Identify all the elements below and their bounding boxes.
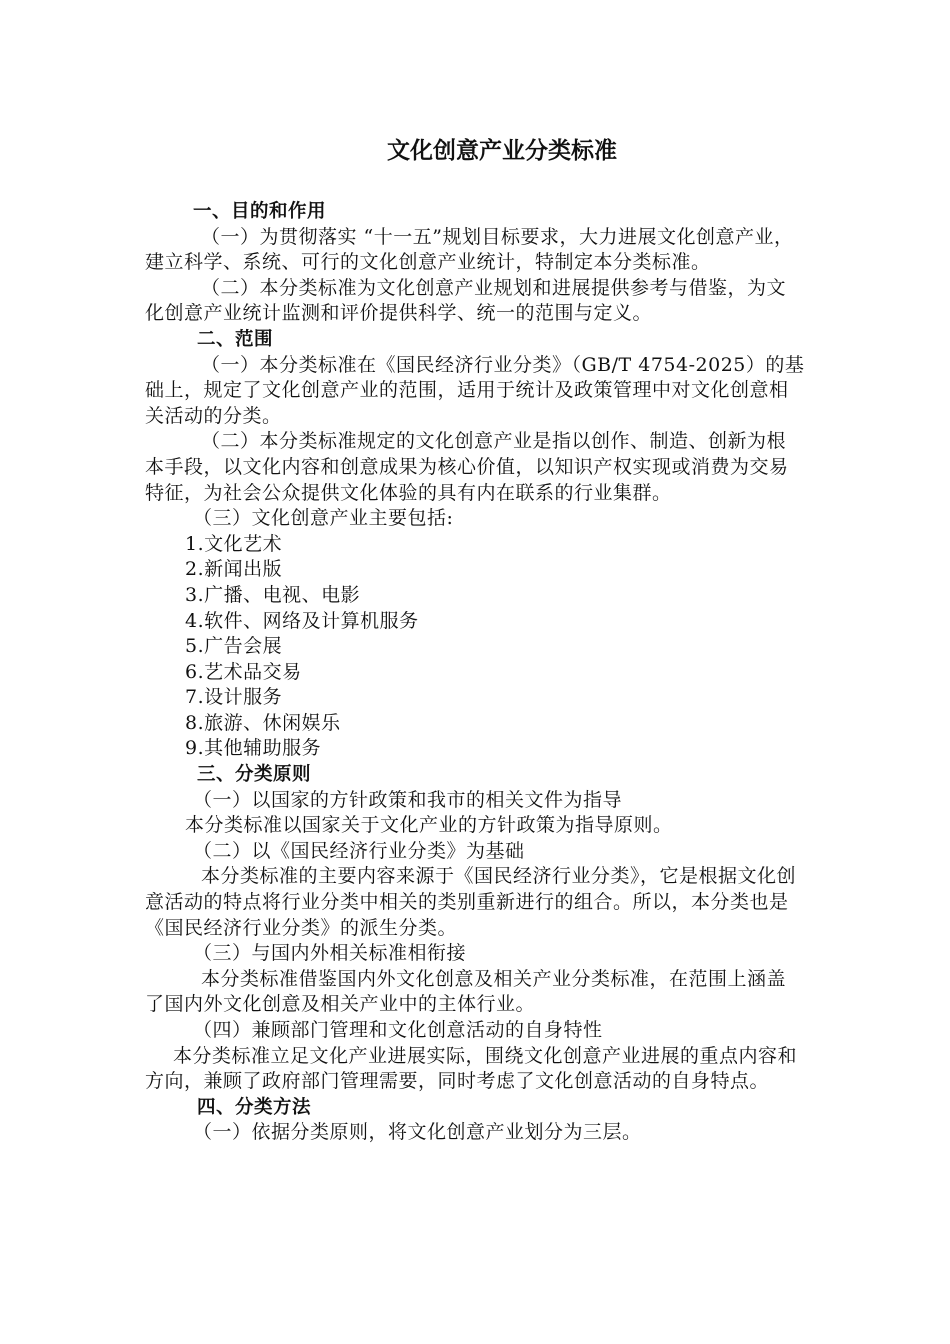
list-item: 5.广告会展 xyxy=(185,635,283,658)
list-item: 2.新闻出版 xyxy=(185,558,283,581)
section-heading-scope: 二、范围 xyxy=(197,328,274,350)
list-item: 4.软件、网络及计算机服务 xyxy=(185,609,419,632)
list-item: 9.其他辅助服务 xyxy=(185,737,322,760)
list-item: 7.设计服务 xyxy=(185,686,283,709)
subsection-title: （四）兼顾部门管理和文化创意活动的自身特性 xyxy=(193,1019,603,1041)
section-heading-principles: 三、分类原则 xyxy=(197,764,312,786)
subsection-title: （一）以国家的方针政策和我市的相关文件为指导 xyxy=(193,788,623,811)
section-heading-purpose: 一、目的和作用 xyxy=(193,201,327,222)
paragraph: 本分类标准以国家关于文化产业的方针政策为指导原则。 xyxy=(185,814,673,837)
document-body xyxy=(145,199,805,1146)
paragraph: （三）文化创意产业主要包括: xyxy=(193,507,454,530)
paragraph: （二）本分类标准规定的文化创意产业是指以创作、制造、创新为根本手段，以文化内容和创意成果为核心价值，以知识产权实现或消费为交易特征，为社会公众提供文化体验的具有内在联系的行业集群。 xyxy=(145,430,789,504)
list-item: 6.艺术品交易 xyxy=(185,660,302,683)
list-item: 3.广播、电视、电影 xyxy=(185,583,361,606)
paragraph: 本分类标准的主要内容来源于《国民经济行业分类》，它是根据文化创意活动的特点将行业分类中相关的类别重新进行的组合。所以，本分类也是《国民经济行业分类》的派生分类。 xyxy=(145,865,797,939)
section-heading-method: 四、分类方法 xyxy=(197,1096,312,1118)
paragraph: 本分类标准立足文化产业进展实际，围绕文化创意产业进展的重点内容和方向，兼顾了政府部门管理需要，同时考虑了文化创意活动的自身特点。 xyxy=(145,1044,798,1093)
paragraph: （二）本分类标准为文化创意产业规划和进展提供参考与借鉴，为文化创意产业统计监测和评价提供科学、统一的范围与定义。 xyxy=(145,276,787,325)
paragraph: 本分类标准借鉴国内外文化创意及相关产业分类标准，在范围上涵盖了国内外文化创意及相关产业中的主体行业。 xyxy=(145,967,787,1016)
paragraph: （一）本分类标准在《国民经济行业分类》（GB/T 4754-2025）的基础上，规定了文化创意产业的范围，适用于统计及政策管理中对文化创意相关活动的分类。 xyxy=(145,353,805,427)
paragraph: （一）为贯彻落实 “十一五”规划目标要求，大力进展文化创意产业，建立科学、系统、可行的文化创意产业统计，特制定本分类标准。 xyxy=(145,225,794,274)
list-item: 1.文化艺术 xyxy=(185,532,283,555)
document-title: 文化创意产业分类标准 xyxy=(387,138,617,164)
list-item: 8.旅游、休闲娱乐 xyxy=(185,711,341,734)
paragraph: （一）依据分类原则，将文化创意产业划分为三层。 xyxy=(193,1121,642,1144)
subsection-title: （三）与国内外相关标准相衔接 xyxy=(193,942,467,965)
subsection-title: （二）以《国民经济行业分类》为基础 xyxy=(193,839,525,862)
